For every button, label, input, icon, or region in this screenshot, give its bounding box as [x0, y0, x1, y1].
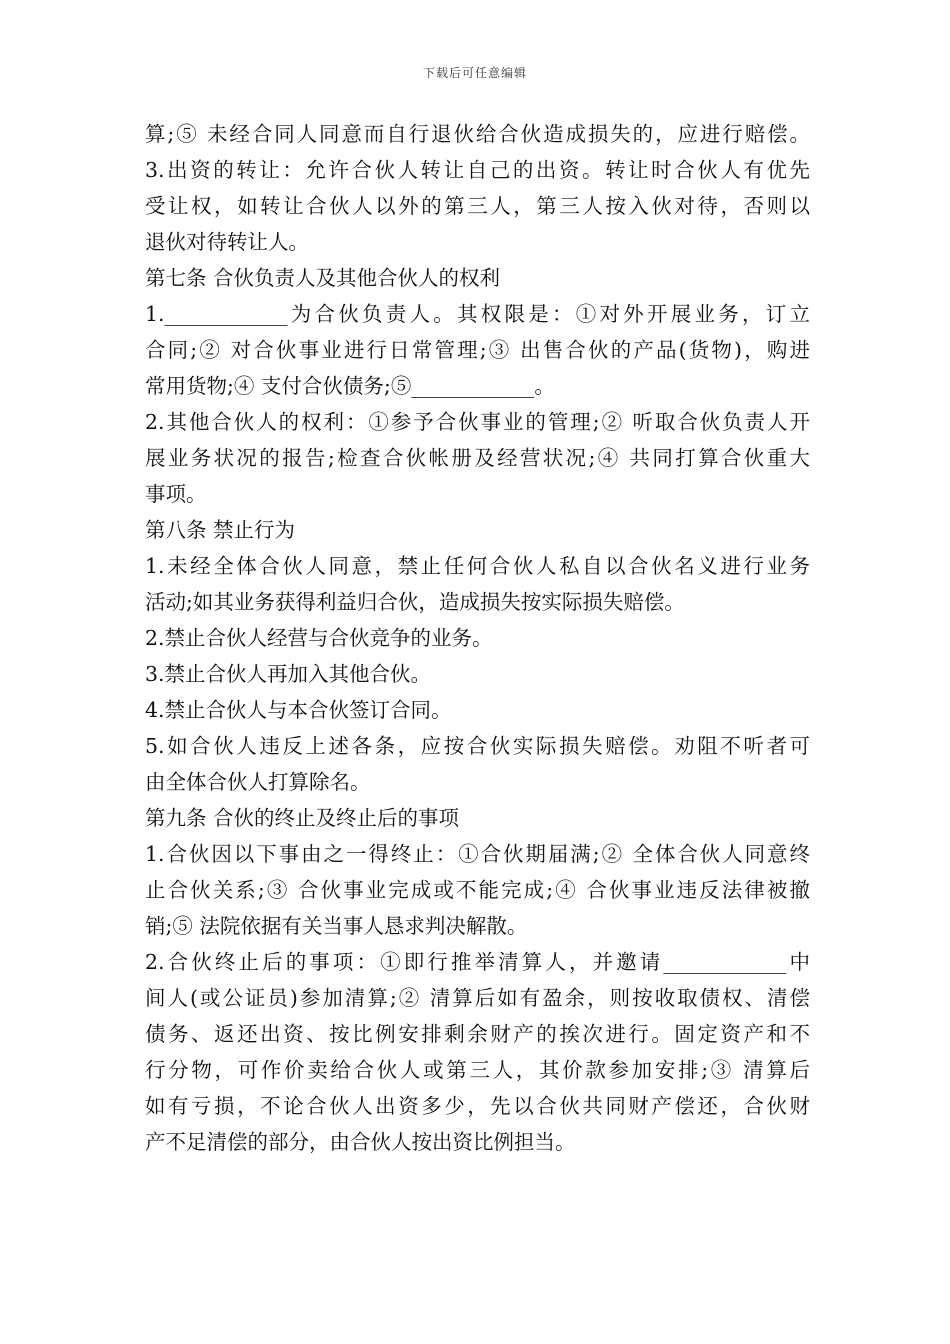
text-line: 2.其他合伙人的权利：①参予合伙事业的管理;② 听取合伙负责人开 [145, 410, 810, 434]
text-line: 4.禁止合伙人与本合伙签订合同。 [145, 698, 452, 722]
text-line: 3.出资的转让：允许合伙人转让自己的出资。转让时合伙人有优先 [145, 158, 810, 182]
text-line: 1.____________为合伙负责人。其权限是：①对外开展业务，订立 [145, 302, 810, 326]
text-line: 5.如合伙人违反上述各条，应按合伙实际损失赔偿。劝阻不听者可 [145, 734, 810, 758]
text-line: 活动;如其业务获得利益归合伙，造成损失按实际损失赔偿。 [145, 590, 685, 614]
text-line: 1.合伙因以下事由之一得终止：①合伙期届满;② 全体合伙人同意终 [145, 842, 810, 866]
text-line: 行分物，可作价卖给合伙人或第三人，其价款参加安排;③ 清算后 [145, 1058, 810, 1082]
text-line: 1.未经全体合伙人同意，禁止任何合伙人私自以合伙名义进行业务 [145, 554, 810, 578]
text-line: 由全体合伙人打算除名。 [145, 770, 371, 794]
text-line: 第八条 禁止行为 [145, 518, 296, 542]
text-line: 间人(或公证员)参加清算;② 清算后如有盈余，则按收取债权、清偿 [145, 986, 810, 1010]
text-line: 算;⑤ 未经合同人同意而自行退伙给合伙造成损失的，应进行赔偿。 [145, 122, 810, 146]
text-line: 展业务状况的报告;检查合伙帐册及经营状况;④ 共同打算合伙重大 [145, 446, 810, 470]
text-line: 2.合伙终止后的事项：①即行推举清算人，并邀请____________中 [145, 950, 810, 974]
text-line: 合同;② 对合伙事业进行日常管理;③ 出售合伙的产品(货物)，购进 [145, 338, 810, 362]
text-line: 第九条 合伙的终止及终止后的事项 [145, 806, 460, 830]
text-line: 事项。 [145, 482, 207, 506]
text-line: 3.禁止合伙人再加入其他合伙。 [145, 662, 432, 686]
text-line: 债务、返还出资、按比例安排剩余财产的挨次进行。固定资产和不 [145, 1022, 810, 1046]
text-line: 止合伙关系;③ 合伙事业完成或不能完成;④ 合伙事业违反法律被撤 [145, 878, 810, 902]
text-line: 受让权，如转让合伙人以外的第三人，第三人按入伙对待，否则以 [145, 194, 810, 218]
document-body [145, 116, 810, 1160]
text-line: 第七条 合伙负责人及其他合伙人的权利 [145, 266, 501, 290]
text-line: 销;⑤ 法院依据有关当事人恳求判决解散。 [145, 914, 528, 938]
text-line: 产不足清偿的部分，由合伙人按出资比例担当。 [145, 1130, 576, 1154]
text-line: 如有亏损，不论合伙人出资多少，先以合伙共同财产偿还，合伙财 [145, 1094, 810, 1118]
text-line: 常用货物;④ 支付合伙债务;⑤____________。 [145, 374, 555, 398]
page-header: 下载后可任意编辑 [422, 66, 527, 80]
text-line: 退伙对待转让人。 [145, 230, 309, 254]
text-line: 2.禁止合伙人经营与合伙竞争的业务。 [145, 626, 493, 650]
